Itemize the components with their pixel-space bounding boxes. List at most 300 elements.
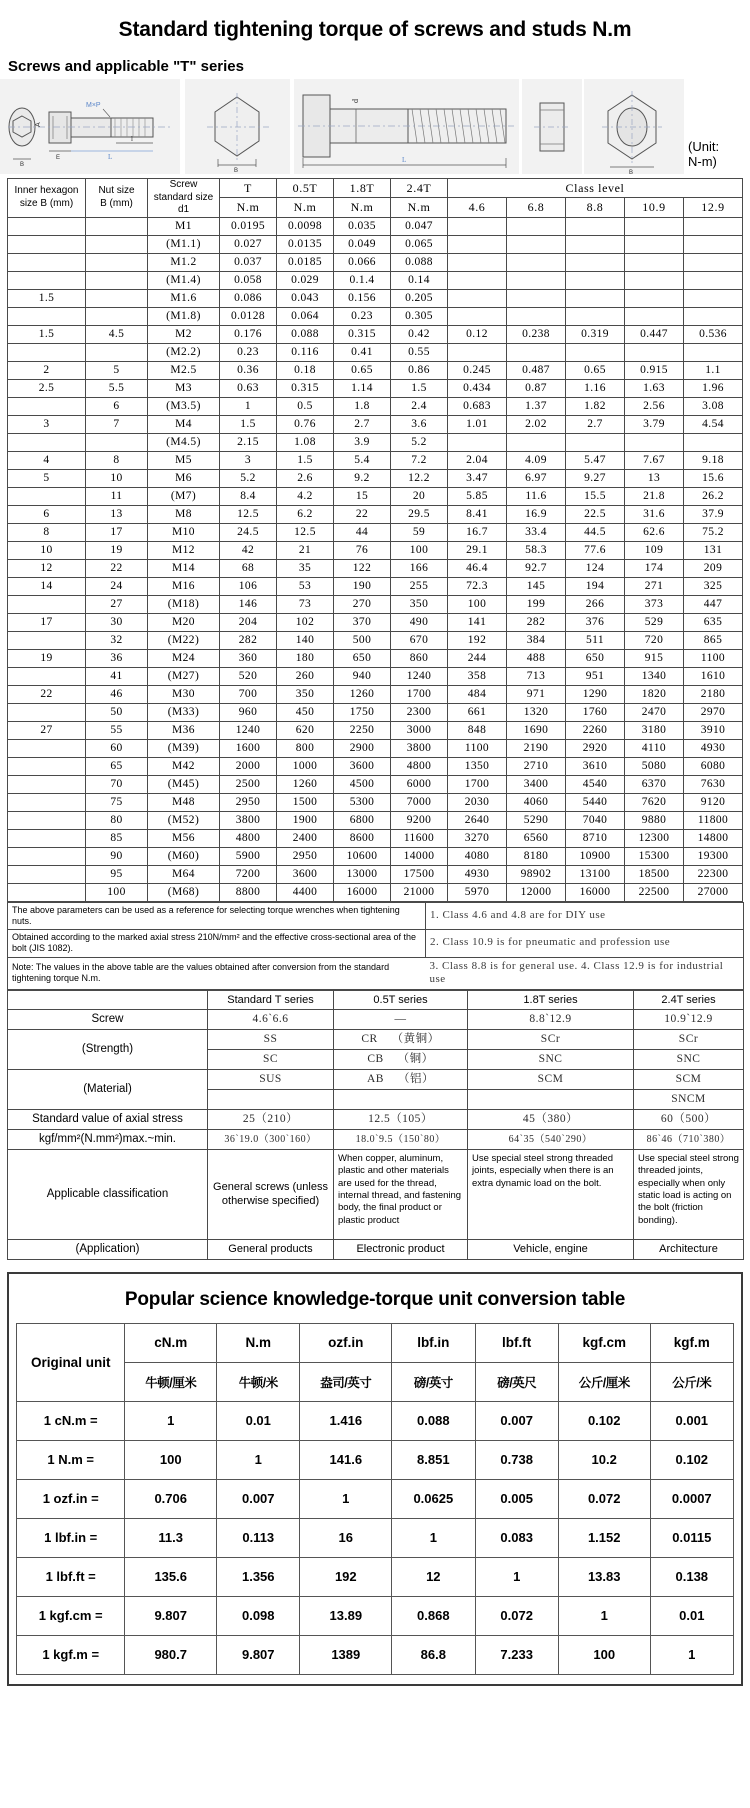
- table-row: [8, 793, 743, 811]
- hdr-text: size B (mm): [19, 197, 74, 209]
- cell-2-4t: 255: [391, 577, 448, 595]
- cell-2-4t: 9200: [391, 811, 448, 829]
- cell-class-6-8: 16.9: [507, 505, 566, 523]
- cell-class-8-8: 0.65: [566, 361, 625, 379]
- cell-class-12-9: 1610: [684, 667, 743, 685]
- row-label-strength: (Strength): [8, 1030, 208, 1070]
- note-right-2: 2. Class 10.9 is for pneumatic and profession use: [426, 930, 744, 958]
- conversion-unit-header-cn: 盎司/英寸: [300, 1362, 392, 1401]
- material-r1-c4: SCr: [634, 1030, 744, 1050]
- cell-0-5t: 140: [277, 631, 334, 649]
- cell-inner-hexagon: 17: [8, 613, 86, 631]
- application-1-8t: Vehicle, engine: [468, 1239, 634, 1259]
- table-row: [8, 559, 743, 577]
- cell-class-6-8: [507, 271, 566, 289]
- cell-0-5t: 0.064: [277, 307, 334, 325]
- cell-inner-hexagon: 2.5: [8, 379, 86, 397]
- cell-class-12-9: 865: [684, 631, 743, 649]
- col-subheader-unit-t05: N.m: [277, 198, 334, 217]
- cell-class-8-8: 2260: [566, 721, 625, 739]
- socket-head-screw-diagram: [0, 79, 180, 174]
- cell-2-4t: 6000: [391, 775, 448, 793]
- svg-text:B: B: [234, 168, 239, 174]
- conversion-cell: 7.233: [475, 1635, 558, 1674]
- material-r3-c3: SCM: [468, 1070, 634, 1090]
- cell-inner-hexagon: 22: [8, 685, 86, 703]
- cell-2-4t: 2.4: [391, 397, 448, 415]
- cell-0-5t: 1.08: [277, 433, 334, 451]
- conversion-cell: 1: [300, 1479, 392, 1518]
- table-row: [8, 685, 743, 703]
- cell-class-12-9: 1.1: [684, 361, 743, 379]
- material-r1-c3: SCr: [468, 1030, 634, 1050]
- table-row: [8, 541, 743, 559]
- row-label-axial-stress: Standard value of axial stress: [8, 1109, 208, 1129]
- cell-2-4t: 670: [391, 631, 448, 649]
- cell-class-12-9: 9.18: [684, 451, 743, 469]
- axial-stress-0-5t: 12.5（105）: [334, 1109, 468, 1129]
- cell-nut-size: 41: [86, 667, 148, 685]
- cell-nut-size: 5: [86, 361, 148, 379]
- cell-0-5t: 0.18: [277, 361, 334, 379]
- conversion-cell: 16: [300, 1518, 392, 1557]
- cell-t: 0.037: [220, 253, 277, 271]
- cell-class-8-8: [566, 235, 625, 253]
- cell-0-5t: 2400: [277, 829, 334, 847]
- conversion-unit-cn-row: [17, 1362, 734, 1401]
- cell-class-6-8: 4.09: [507, 451, 566, 469]
- cell-0-5t: 1900: [277, 811, 334, 829]
- cell-class-4-6: 4930: [448, 865, 507, 883]
- cell-class-6-8: 12000: [507, 883, 566, 901]
- unit-note-line2: N-m): [688, 154, 717, 170]
- conversion-cell: 0.0115: [650, 1518, 733, 1557]
- cell-nut-size: 17: [86, 523, 148, 541]
- cell-2-4t: 0.088: [391, 253, 448, 271]
- kgf-standard-t: 36ˋ19.0（300ˋ160）: [208, 1129, 334, 1149]
- cell-class-10-9: 31.6: [625, 505, 684, 523]
- material-name-cn: （铜）: [397, 1053, 434, 1066]
- cell-class-8-8: 77.6: [566, 541, 625, 559]
- nut-diagram: [522, 79, 582, 174]
- cell-class-4-6: 2.04: [448, 451, 507, 469]
- cell-class-4-6: 192: [448, 631, 507, 649]
- cell-class-6-8: [507, 217, 566, 235]
- table-row: [8, 847, 743, 865]
- col-header-t05: 0.5T: [277, 179, 334, 198]
- cell-class-10-9: 1340: [625, 667, 684, 685]
- table-row: [8, 505, 743, 523]
- cell-1-8t: 370: [334, 613, 391, 631]
- material-r2-c3: SNC: [468, 1050, 634, 1070]
- cell-class-10-9: [625, 217, 684, 235]
- cell-class-6-8: 33.4: [507, 523, 566, 541]
- cell-1-8t: 22: [334, 505, 391, 523]
- cell-0-5t: 0.029: [277, 271, 334, 289]
- cell-nut-size: 46: [86, 685, 148, 703]
- cell-class-10-9: 62.6: [625, 523, 684, 541]
- cell-1-8t: 1750: [334, 703, 391, 721]
- classification-standard-t: General screws (unless otherwise specified): [208, 1149, 334, 1239]
- hdr-text: standard size: [153, 191, 214, 203]
- cell-inner-hexagon: 2: [8, 361, 86, 379]
- conversion-cell: 1.152: [558, 1518, 650, 1557]
- cell-class-8-8: 4540: [566, 775, 625, 793]
- cell-class-10-9: 7620: [625, 793, 684, 811]
- conversion-cell: 0.706: [125, 1479, 217, 1518]
- cell-screw-size: M2: [148, 325, 220, 343]
- cell-screw-size: M56: [148, 829, 220, 847]
- cell-2-4t: 0.42: [391, 325, 448, 343]
- cell-t: 960: [220, 703, 277, 721]
- cell-t: 5900: [220, 847, 277, 865]
- cell-class-4-6: 661: [448, 703, 507, 721]
- cell-inner-hexagon: [8, 307, 86, 325]
- cell-screw-size: M64: [148, 865, 220, 883]
- cell-0-5t: 620: [277, 721, 334, 739]
- svg-text:d: d: [351, 99, 360, 103]
- table-row: [8, 721, 743, 739]
- table-row: [8, 613, 743, 631]
- cell-class-12-9: 1.96: [684, 379, 743, 397]
- series-header-2-4t: 2.4T series: [634, 991, 744, 1010]
- cell-t: 2000: [220, 757, 277, 775]
- nut-top-view-diagram: [584, 79, 684, 174]
- conversion-cell: 10.2: [558, 1440, 650, 1479]
- conversion-cell: 1.416: [300, 1401, 392, 1440]
- cell-class-12-9: 2180: [684, 685, 743, 703]
- col-subheader-class-4-6: 4.6: [448, 198, 507, 217]
- cell-inner-hexagon: [8, 667, 86, 685]
- cell-2-4t: 0.86: [391, 361, 448, 379]
- cell-screw-size: M2.5: [148, 361, 220, 379]
- cell-inner-hexagon: [8, 847, 86, 865]
- col-header-t: T: [220, 179, 277, 198]
- cell-t: 4800: [220, 829, 277, 847]
- material-r1-c2: [334, 1030, 468, 1050]
- cell-screw-size: (M33): [148, 703, 220, 721]
- cell-class-10-9: [625, 307, 684, 325]
- cell-nut-size: 36: [86, 649, 148, 667]
- cell-1-8t: 10600: [334, 847, 391, 865]
- cell-t: 520: [220, 667, 277, 685]
- cell-class-12-9: 209: [684, 559, 743, 577]
- cell-class-12-9: 635: [684, 613, 743, 631]
- col-subheader-class-8-8: 8.8: [566, 198, 625, 217]
- cell-2-4t: 1.5: [391, 379, 448, 397]
- hdr-text: Inner hexagon: [14, 185, 79, 197]
- cell-t: 5.2: [220, 469, 277, 487]
- cell-class-6-8: 3400: [507, 775, 566, 793]
- svg-text:L: L: [108, 153, 113, 161]
- cell-screw-size: (M68): [148, 883, 220, 901]
- cell-screw-size: M1: [148, 217, 220, 235]
- cell-class-4-6: 244: [448, 649, 507, 667]
- cell-2-4t: 59: [391, 523, 448, 541]
- conversion-cell: 8.851: [392, 1440, 475, 1479]
- cell-t: 106: [220, 577, 277, 595]
- conversion-cell: 11.3: [125, 1518, 217, 1557]
- cell-class-6-8: [507, 343, 566, 361]
- cell-nut-size: 32: [86, 631, 148, 649]
- cell-class-12-9: 14800: [684, 829, 743, 847]
- cell-2-4t: 7000: [391, 793, 448, 811]
- cell-0-5t: 0.0185: [277, 253, 334, 271]
- cell-1-8t: 2250: [334, 721, 391, 739]
- table-row: [8, 271, 743, 289]
- cell-nut-size: 19: [86, 541, 148, 559]
- cell-class-10-9: 3180: [625, 721, 684, 739]
- cell-inner-hexagon: 8: [8, 523, 86, 541]
- cell-class-12-9: [684, 271, 743, 289]
- cell-1-8t: 44: [334, 523, 391, 541]
- cell-class-4-6: 0.12: [448, 325, 507, 343]
- cell-class-4-6: 0.683: [448, 397, 507, 415]
- hex-bolt-side-view-diagram: [294, 79, 519, 174]
- cell-2-4t: 3800: [391, 739, 448, 757]
- col-header-class-level: Class level: [448, 179, 743, 198]
- conversion-unit-header-cn: 公斤/厘米: [558, 1362, 650, 1401]
- conversion-cell: 0.007: [475, 1401, 558, 1440]
- cell-2-4t: 0.305: [391, 307, 448, 325]
- cell-0-5t: 350: [277, 685, 334, 703]
- cell-t: 0.027: [220, 235, 277, 253]
- cell-class-4-6: 0.245: [448, 361, 507, 379]
- cell-class-6-8: 11.6: [507, 487, 566, 505]
- cell-class-8-8: 266: [566, 595, 625, 613]
- cell-t: 42: [220, 541, 277, 559]
- cell-screw-size: M6: [148, 469, 220, 487]
- table-row: [8, 343, 743, 361]
- application-0-5t: Electronic product: [334, 1239, 468, 1259]
- cell-2-4t: 1700: [391, 685, 448, 703]
- cell-class-4-6: [448, 253, 507, 271]
- cell-0-5t: 6.2: [277, 505, 334, 523]
- table-row: [8, 325, 743, 343]
- cell-nut-size: 70: [86, 775, 148, 793]
- cell-screw-size: (M52): [148, 811, 220, 829]
- cell-0-5t: 53: [277, 577, 334, 595]
- cell-t: 0.0128: [220, 307, 277, 325]
- table-row: [8, 307, 743, 325]
- cell-t: 0.176: [220, 325, 277, 343]
- cell-class-10-9: [625, 343, 684, 361]
- classification-2-4t: Use special steel strong threaded joints, especially when only static load is acting on the bolt (friction bonding).: [634, 1149, 744, 1239]
- axial-stress-standard-t: 25（210）: [208, 1109, 334, 1129]
- cell-class-12-9: 27000: [684, 883, 743, 901]
- svg-text:L: L: [402, 156, 407, 164]
- conversion-cell: 1389: [300, 1635, 392, 1674]
- cell-0-5t: 4.2: [277, 487, 334, 505]
- conversion-cell: 86.8: [392, 1635, 475, 1674]
- table-row: [8, 289, 743, 307]
- cell-screw-size: M8: [148, 505, 220, 523]
- cell-class-8-8: 10900: [566, 847, 625, 865]
- cell-class-6-8: 713: [507, 667, 566, 685]
- cell-class-6-8: 971: [507, 685, 566, 703]
- conversion-cell: 0.113: [217, 1518, 300, 1557]
- cell-t: 8.4: [220, 487, 277, 505]
- cell-class-8-8: 194: [566, 577, 625, 595]
- cell-class-8-8: [566, 307, 625, 325]
- conversion-cell: 1: [475, 1557, 558, 1596]
- cell-class-10-9: 915: [625, 649, 684, 667]
- conversion-row: [17, 1440, 734, 1479]
- cell-class-12-9: 4.54: [684, 415, 743, 433]
- cell-screw-size: (M1.4): [148, 271, 220, 289]
- hex-head-end-view-diagram: [185, 79, 290, 174]
- cell-class-4-6: [448, 307, 507, 325]
- svg-text:A: A: [35, 122, 42, 127]
- cell-nut-size: 10: [86, 469, 148, 487]
- conversion-unit-header: N.m: [217, 1323, 300, 1362]
- cell-class-12-9: 9120: [684, 793, 743, 811]
- table-row: [8, 739, 743, 757]
- conversion-cell: 0.001: [650, 1401, 733, 1440]
- fastener-diagram-strip: [0, 79, 750, 174]
- row-label-material: (Material): [8, 1070, 208, 1110]
- cell-inner-hexagon: 1.5: [8, 325, 86, 343]
- cell-inner-hexagon: [8, 343, 86, 361]
- cell-class-12-9: [684, 433, 743, 451]
- cell-1-8t: 190: [334, 577, 391, 595]
- cell-nut-size: 27: [86, 595, 148, 613]
- conversion-cell: 12: [392, 1557, 475, 1596]
- cell-nut-size: 4.5: [86, 325, 148, 343]
- cell-screw-size: M4: [148, 415, 220, 433]
- cell-class-12-9: 75.2: [684, 523, 743, 541]
- cell-1-8t: 940: [334, 667, 391, 685]
- cell-inner-hexagon: [8, 829, 86, 847]
- cell-0-5t: 0.116: [277, 343, 334, 361]
- cell-class-6-8: 0.487: [507, 361, 566, 379]
- cell-class-10-9: 1.63: [625, 379, 684, 397]
- cell-class-10-9: 18500: [625, 865, 684, 883]
- table-row: [8, 577, 743, 595]
- cell-screw-size: (M4.5): [148, 433, 220, 451]
- cell-class-8-8: [566, 253, 625, 271]
- cell-class-10-9: 7.67: [625, 451, 684, 469]
- conversion-cell: 13.83: [558, 1557, 650, 1596]
- cell-1-8t: 0.066: [334, 253, 391, 271]
- cell-1-8t: 8600: [334, 829, 391, 847]
- cell-inner-hexagon: [8, 253, 86, 271]
- cell-class-8-8: 650: [566, 649, 625, 667]
- conversion-cell: 0.072: [558, 1479, 650, 1518]
- conversion-row-label: 1 lbf.ft =: [17, 1557, 125, 1596]
- conversion-cell: 100: [125, 1440, 217, 1479]
- cell-class-10-9: [625, 271, 684, 289]
- series-header-standard-t: Standard T series: [208, 991, 334, 1010]
- cell-inner-hexagon: [8, 739, 86, 757]
- cell-class-10-9: [625, 433, 684, 451]
- table-row: [8, 253, 743, 271]
- cell-class-8-8: [566, 271, 625, 289]
- cell-class-6-8: 8180: [507, 847, 566, 865]
- cell-t: 282: [220, 631, 277, 649]
- conversion-cell: 9.807: [125, 1596, 217, 1635]
- cell-0-5t: 0.043: [277, 289, 334, 307]
- axial-stress-1-8t: 45（380）: [468, 1109, 634, 1129]
- cell-inner-hexagon: [8, 865, 86, 883]
- cell-class-4-6: [448, 271, 507, 289]
- cell-class-12-9: [684, 253, 743, 271]
- cell-nut-size: 80: [86, 811, 148, 829]
- conversion-row-label: 1 N.m =: [17, 1440, 125, 1479]
- cell-t: 7200: [220, 865, 277, 883]
- cell-screw-size: (M7): [148, 487, 220, 505]
- cell-class-4-6: [448, 289, 507, 307]
- svg-text:B: B: [20, 162, 25, 168]
- cell-2-4t: 860: [391, 649, 448, 667]
- cell-inner-hexagon: 1.5: [8, 289, 86, 307]
- cell-screw-size: (M18): [148, 595, 220, 613]
- table-row: [8, 667, 743, 685]
- cell-class-4-6: 5970: [448, 883, 507, 901]
- cell-nut-size: 24: [86, 577, 148, 595]
- cell-nut-size: 30: [86, 613, 148, 631]
- cell-2-4t: 0.14: [391, 271, 448, 289]
- cell-class-6-8: 488: [507, 649, 566, 667]
- conversion-cell: 0.007: [217, 1479, 300, 1518]
- conversion-cell: 0.088: [392, 1401, 475, 1440]
- col-header-t24: 2.4T: [391, 179, 448, 198]
- cell-0-5t: 180: [277, 649, 334, 667]
- table-row: [8, 469, 743, 487]
- cell-2-4t: 29.5: [391, 505, 448, 523]
- cell-class-8-8: 1760: [566, 703, 625, 721]
- cell-inner-hexagon: [8, 217, 86, 235]
- conversion-row: [17, 1596, 734, 1635]
- strength-0-5t: —: [334, 1010, 468, 1030]
- kgf-1-8t: 64ˋ35（540ˋ290）: [468, 1129, 634, 1149]
- cell-nut-size: [86, 253, 148, 271]
- cell-1-8t: 0.049: [334, 235, 391, 253]
- cell-class-8-8: 2.7: [566, 415, 625, 433]
- cell-class-6-8: 6.97: [507, 469, 566, 487]
- cell-t: 1600: [220, 739, 277, 757]
- kgf-2-4t: 86ˋ46（710ˋ380）: [634, 1129, 744, 1149]
- cell-0-5t: 73: [277, 595, 334, 613]
- unit-note: [688, 140, 748, 170]
- material-r3-c4: SCM: [634, 1070, 744, 1090]
- cell-nut-size: 75: [86, 793, 148, 811]
- torque-table-head: [8, 179, 743, 218]
- conversion-row-label: 1 lbf.in =: [17, 1518, 125, 1557]
- cell-0-5t: 0.5: [277, 397, 334, 415]
- cell-2-4t: 166: [391, 559, 448, 577]
- material-code: CB: [367, 1053, 384, 1066]
- cell-2-4t: 20: [391, 487, 448, 505]
- cell-class-8-8: 7040: [566, 811, 625, 829]
- strength-2-4t: 10.9ˋ12.9: [634, 1010, 744, 1030]
- conversion-row-label: 1 kgf.cm =: [17, 1596, 125, 1635]
- conversion-cell: 100: [558, 1635, 650, 1674]
- unit-note-line1: (Unit:: [688, 139, 720, 155]
- material-r4-c2: [334, 1090, 468, 1110]
- row-label-applicable-classification: Applicable classification: [8, 1149, 208, 1239]
- conversion-cell: 192: [300, 1557, 392, 1596]
- hdr-text: Screw: [169, 179, 198, 190]
- cell-t: 1: [220, 397, 277, 415]
- cell-class-6-8: 0.87: [507, 379, 566, 397]
- note-left-2: Obtained according to the marked axial stress 210N/mm² and the effective cross-sectional area of the bolt (JIS 1082).: [8, 930, 426, 958]
- cell-t: 146: [220, 595, 277, 613]
- cell-0-5t: 12.5: [277, 523, 334, 541]
- conversion-origin-label: Original unit: [17, 1323, 125, 1401]
- cell-class-6-8: [507, 235, 566, 253]
- cell-nut-size: 55: [86, 721, 148, 739]
